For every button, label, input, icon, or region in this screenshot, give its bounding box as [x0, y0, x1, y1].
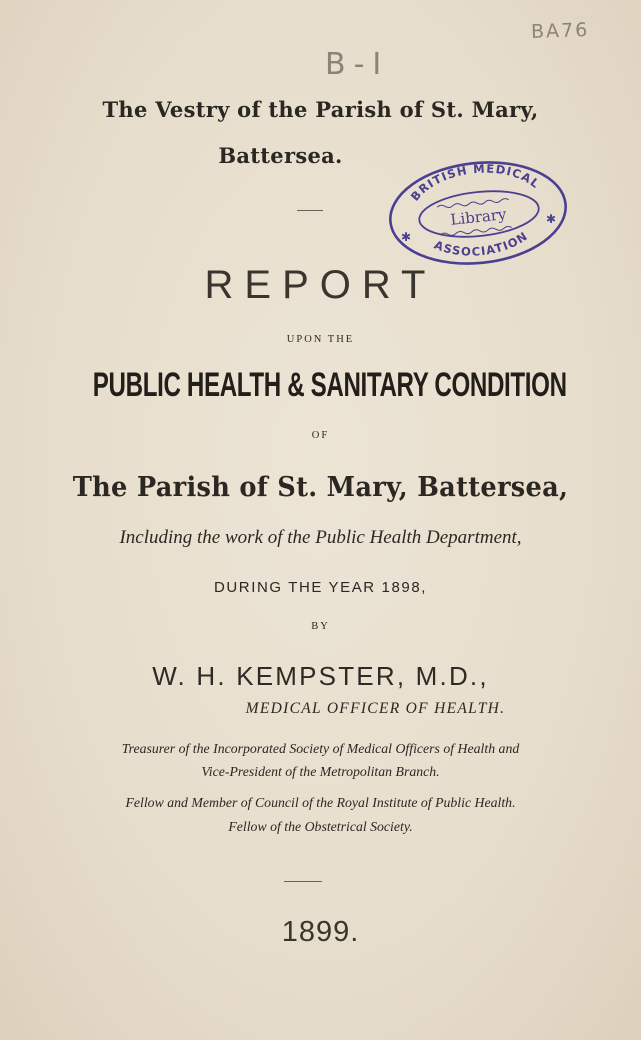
subject-heading: PUBLIC HEALTH & SANITARY CONDITION — [92, 366, 567, 404]
parish-heading: The Parish of St. Mary, Battersea, — [72, 472, 569, 503]
credential-line: Fellow of the Obstetrical Society. — [228, 819, 413, 834]
library-stamp — [386, 157, 570, 265]
of-label: OF — [311, 430, 330, 441]
credential-line: Treasurer of the Incorporated Society of Medical Officers of Health and — [121, 741, 520, 756]
svg-text:✱: ✱ — [401, 230, 412, 244]
place-heading: Battersea. — [218, 143, 343, 168]
report-title: REPORT — [204, 263, 437, 307]
svg-text:ASSOCIATION: ASSOCIATION — [432, 228, 531, 259]
credential-line: Vice-President of the Metropolitan Branch. — [201, 764, 440, 779]
including-line: Including the work of the Public Health Department, — [119, 527, 522, 548]
upon-the-label: UPON THE — [286, 334, 355, 345]
credential-line: Fellow and Member of Council of the Royal Institute of Public Health. — [125, 795, 516, 810]
during-line: DURING THE YEAR 1898, — [213, 579, 428, 596]
bottom-divider — [284, 881, 322, 882]
by-label: BY — [311, 621, 330, 632]
publication-year: 1899. — [281, 916, 360, 948]
svg-text:✱: ✱ — [546, 212, 557, 226]
volume-mark: B-I — [325, 47, 390, 82]
catalog-mark: BA76 — [530, 18, 590, 44]
svg-text:Library: Library — [449, 205, 508, 229]
stamp-top-text — [386, 157, 387, 158]
stamp-graphic — [386, 157, 570, 265]
svg-text:BRITISH MEDICAL: BRITISH MEDICAL — [407, 161, 543, 204]
author-name: W. H. KEMPSTER, M.D., — [152, 661, 489, 691]
vestry-heading: The Vestry of the Parish of St. Mary, — [102, 97, 539, 122]
author-role: MEDICAL OFFICER OF HEALTH. — [245, 700, 506, 717]
top-divider — [297, 210, 323, 211]
